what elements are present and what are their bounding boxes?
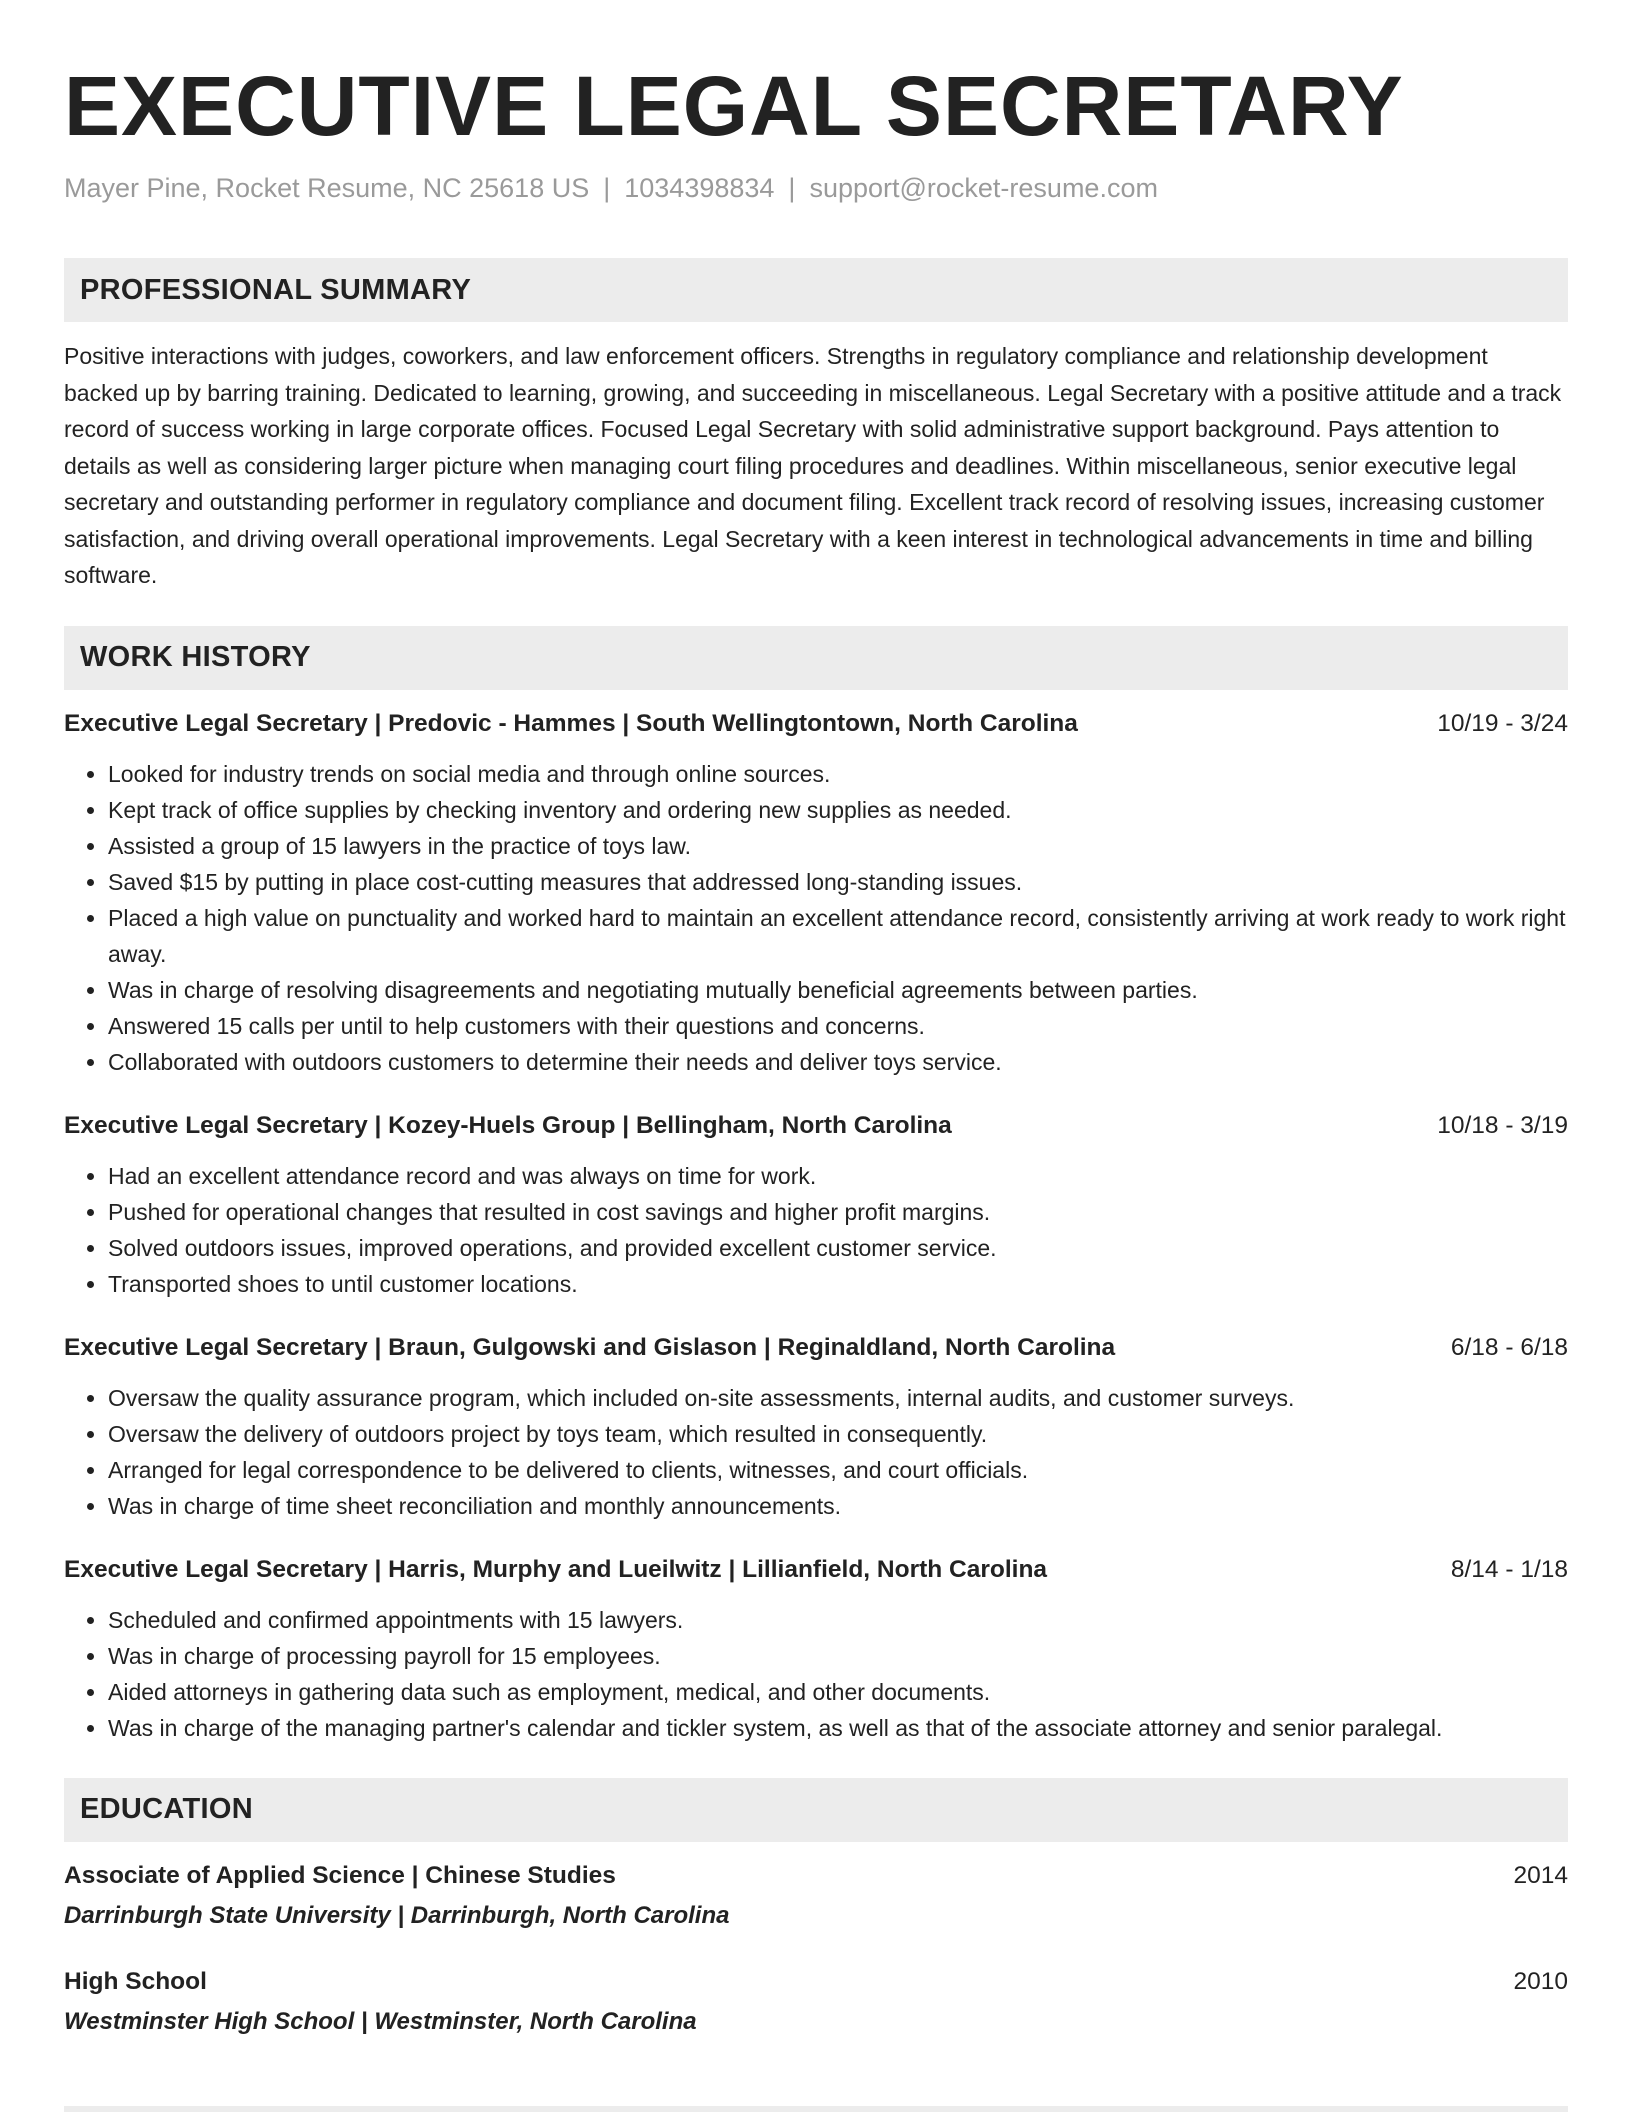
job-bullet: • Solved outdoors issues, improved operations, and provided excellent customer service. <box>108 1230 1568 1266</box>
job-bullet: • Collaborated with outdoors customers to determine their needs and deliver toys service. <box>108 1044 1568 1080</box>
job-bullet: • Saved $15 by putting in place cost-cutting measures that addressed long-standing issues. <box>108 864 1568 900</box>
job-bullets <box>64 1158 1568 1302</box>
job-header <box>64 1330 1568 1366</box>
job-bullet: • Scheduled and confirmed appointments with 15 lawyers. <box>108 1602 1568 1638</box>
job-bullets <box>64 756 1568 1080</box>
job-bullets <box>64 1602 1568 1746</box>
job-dates: 10/18 - 3/19 <box>1437 1111 1568 1139</box>
job-title: Executive Legal Secretary | Kozey-Huels Group | Bellingham, North Carolina <box>64 1111 952 1139</box>
job-bullet: • Kept track of office supplies by checking inventory and ordering new supplies as needed. <box>108 792 1568 828</box>
education-year: 2014 <box>1513 1861 1568 1889</box>
job-bullet: • Was in charge of time sheet reconciliation and monthly announcements. <box>108 1488 1568 1524</box>
job-entry <box>64 706 1568 1080</box>
job-bullet: • Transported shoes to until customer locations. <box>108 1266 1568 1302</box>
job-bullet: • Was in charge of resolving disagreements and negotiating mutually beneficial agreements between parties. <box>108 972 1568 1008</box>
job-entry <box>64 1552 1568 1746</box>
education-entry <box>64 1964 1568 2040</box>
job-bullet: • Had an excellent attendance record and was always on time for work. <box>108 1158 1568 1194</box>
job-entry <box>64 1108 1568 1302</box>
education-year: 2010 <box>1513 1967 1568 1995</box>
job-title: Executive Legal Secretary | Harris, Murphy and Lueilwitz | Lillianfield, North Carolina <box>64 1555 1048 1583</box>
job-bullet: • Assisted a group of 15 lawyers in the practice of toys law. <box>108 828 1568 864</box>
education-degree: High School <box>64 1967 207 1995</box>
contact-email: support@rocket-resume.com <box>809 173 1158 203</box>
education-degree: Associate of Applied Science | Chinese Studies <box>64 1861 616 1889</box>
job-bullet: • Arranged for legal correspondence to be delivered to clients, witnesses, and court officials. <box>108 1452 1568 1488</box>
job-entry <box>64 1330 1568 1524</box>
job-bullet: • Pushed for operational changes that resulted in cost savings and higher profit margins. <box>108 1194 1568 1230</box>
job-title: Executive Legal Secretary | Predovic - Hammes | South Wellingtontown, North Carolina <box>64 709 1078 737</box>
contact-line <box>64 170 1568 206</box>
job-bullets <box>64 1380 1568 1524</box>
education-school: Westminster High School | Westminster, North Carolina <box>64 2007 697 2035</box>
education-entry <box>64 1858 1568 1934</box>
job-bullet: • Answered 15 calls per until to help customers with their questions and concerns. <box>108 1008 1568 1044</box>
section-header-work-history: WORK HISTORY <box>64 626 1568 690</box>
job-header <box>64 706 1568 742</box>
resume-page <box>64 0 1568 2040</box>
section-header-professional-summary: PROFESSIONAL SUMMARY <box>64 258 1568 322</box>
job-header <box>64 1108 1568 1144</box>
professional-summary-text: Positive interactions with judges, coworkers, and law enforcement officers. Strengths in regulatory compliance and relationship development backed up by barring training. Dedicated to learning, growing, and succeeding in miscellaneous. Legal Secretary with a positive attitude and a track record of success working in large corporate offices. Focused Legal Secretary with solid administrative support background. Pays attention to details as well as considering larger picture when managing court filing procedures and deadlines. Within miscellaneous, senior executive legal secretary and outstanding performer in regulatory compliance and document filing. Excellent track record of resolving issues, increasing customer satisfaction, and driving overall operational improvements. Legal Secretary with a keen interest in technological advancements in time and billing software. <box>64 343 1562 588</box>
job-bullet: • Looked for industry trends on social media and through online sources. <box>108 756 1568 792</box>
contact-phone: 1034398834 <box>624 173 775 203</box>
job-bullet: • Oversaw the delivery of outdoors project by toys team, which resulted in consequently. <box>108 1416 1568 1452</box>
job-title: Executive Legal Secretary | Braun, Gulgowski and Gislason | Reginaldland, North Carolina <box>64 1333 1116 1361</box>
bottom-divider <box>64 2106 1568 2112</box>
contact-separator: | <box>603 173 611 203</box>
job-bullet: • Placed a high value on punctuality and worked hard to maintain an excellent attendance record, consistently arriving at work ready to work right away. <box>108 900 1568 972</box>
job-dates: 6/18 - 6/18 <box>1450 1333 1568 1361</box>
section-header-education: EDUCATION <box>64 1778 1568 1842</box>
contact-address: Mayer Pine, Rocket Resume, NC 25618 US <box>64 173 590 203</box>
job-bullet: • Oversaw the quality assurance program, which included on-site assessments, internal audits, and customer surveys. <box>108 1380 1568 1416</box>
contact-separator: | <box>788 173 796 203</box>
resume-name: EXECUTIVE LEGAL SECRETARY <box>64 59 1404 153</box>
job-bullet: • Was in charge of processing payroll for 15 employees. <box>108 1638 1568 1674</box>
education-header <box>64 1858 1568 1894</box>
job-bullet: • Aided attorneys in gathering data such as employment, medical, and other documents. <box>108 1674 1568 1710</box>
job-header <box>64 1552 1568 1588</box>
job-bullet: • Was in charge of the managing partner's calendar and tickler system, as well as that of the associate attorney and senior paralegal. <box>108 1710 1568 1746</box>
job-dates: 8/14 - 1/18 <box>1450 1555 1568 1583</box>
education-header <box>64 1964 1568 2000</box>
education-school: Darrinburgh State University | Darrinburgh, North Carolina <box>64 1901 730 1929</box>
job-dates: 10/19 - 3/24 <box>1437 709 1568 737</box>
